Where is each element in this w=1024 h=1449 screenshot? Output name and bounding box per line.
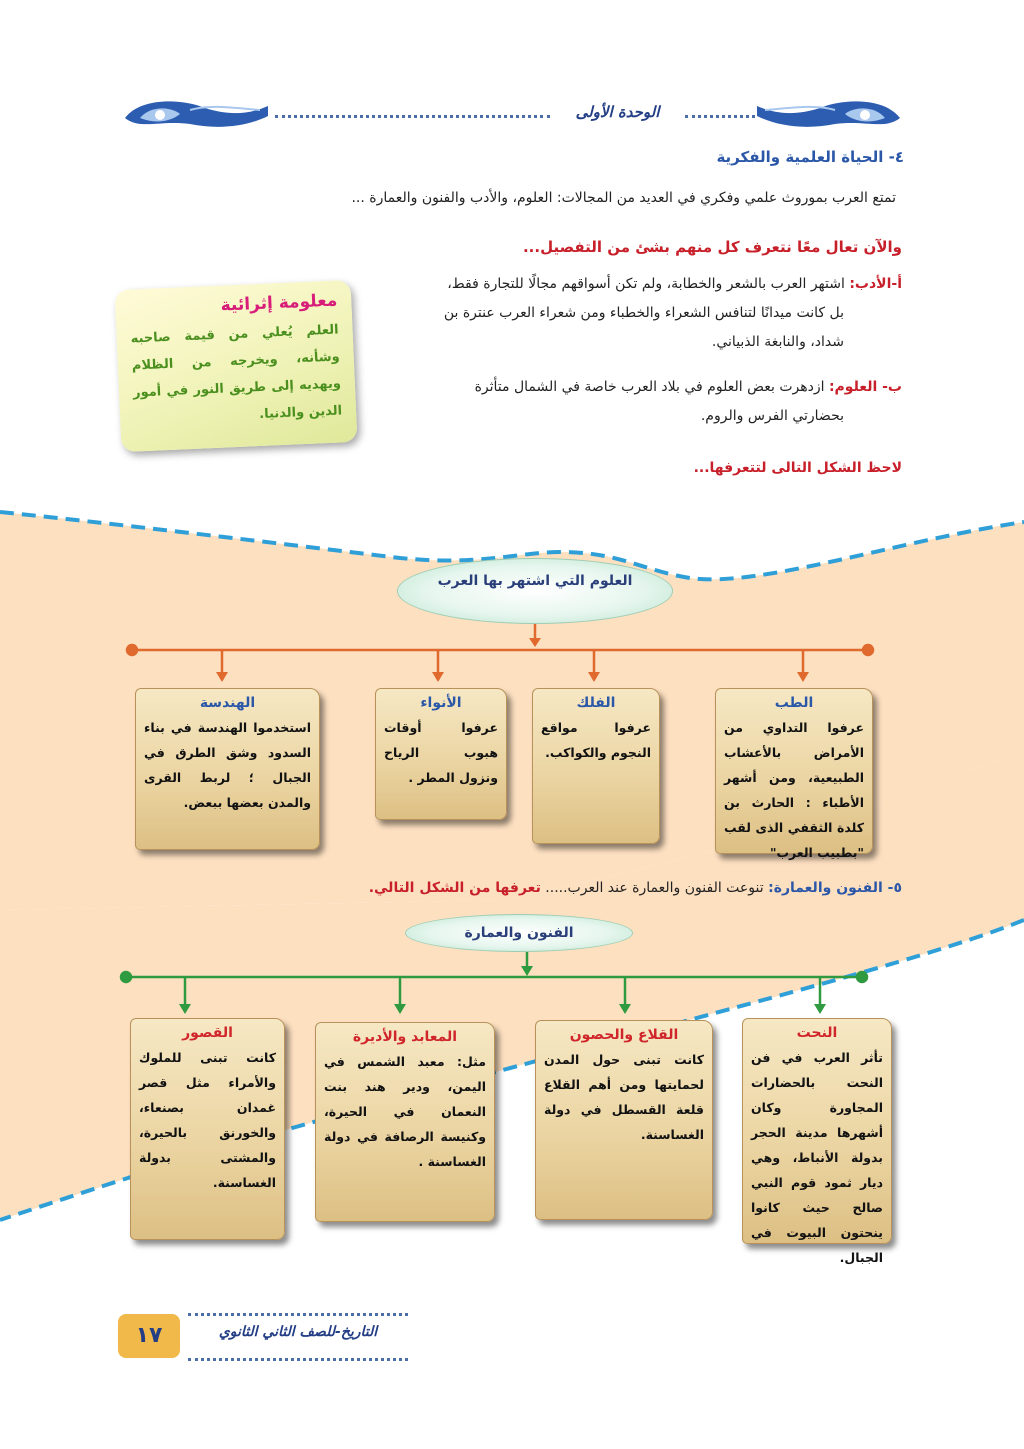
card-medicine-title: الطب	[774, 695, 814, 711]
section-4-intro: تمتع العرب بموروث علمي وفكري في العديد من المجالات: العلوم، والأدب والفنون والعمارة ...	[351, 190, 896, 206]
page-footer	[118, 1308, 428, 1370]
book-title: التاريخ-للصف الثاني الثانوي	[218, 1324, 378, 1340]
card-medicine	[715, 688, 873, 860]
card-engineering-title: الهندسة	[199, 695, 256, 711]
sciences-line-2: بحضارتي الفرس والروم.	[700, 408, 844, 424]
enrichment-title: معلومة إثرائية	[220, 290, 338, 316]
card-temples-title: المعابد والأديرة	[352, 1029, 458, 1045]
header-dotted-line	[275, 115, 550, 118]
card-engineering	[135, 688, 320, 850]
section-5-line	[369, 880, 902, 896]
card-castles-body: كانت تبنى حول المدن لحمايتها ومن أهم القلاع قلعة القسطل في دولة الغساسنة.	[544, 1052, 704, 1142]
sciences-label: ب- العلوم:	[828, 379, 902, 395]
literature-line-2: بل كانت ميدانًا لتنافس الشعراء والخطباء ومن شعراء العرب عنترة بن	[443, 305, 844, 321]
card-weather	[375, 688, 507, 820]
card-astronomy-title: الفلك	[576, 695, 616, 711]
unit-title: الوحدة الأولى	[575, 103, 660, 121]
section-5-text: تنوعت الفنون والعمارة عند العرب.....	[540, 880, 769, 896]
card-temples	[315, 1022, 495, 1222]
card-weather-body: عرفوا أوقات هبوب الرياح ونزول المطر .	[384, 720, 498, 785]
card-palaces	[130, 1018, 285, 1240]
card-castles	[535, 1020, 713, 1220]
sciences-paragraph	[372, 373, 902, 431]
section-4-title: ٤- الحياة العلمية والفكرية	[716, 148, 904, 166]
footer-dotted-line	[188, 1358, 408, 1361]
section-5-label: ٥- الفنون والعمارة:	[768, 880, 902, 896]
footer-dotted-line	[188, 1313, 408, 1316]
sciences-diagram-title: العلوم التي اشتهر بها العرب	[397, 558, 673, 624]
enrichment-box	[115, 280, 358, 452]
card-astronomy-body: عرفوا مواقع النجوم والكواكب.	[541, 720, 651, 760]
literature-line-3: شداد، والنابغة الذبياني.	[711, 334, 844, 350]
card-medicine-body: عرفوا التداوي من الأمراض بالأعشاب الطبيعية، ومن أشهر الأطباء : الحارث بن كلدة الثقفي الذى لقب "بطبيب العرب"	[724, 720, 864, 860]
header-dotted-line	[685, 115, 755, 118]
now-line: والآن تعال معًا نتعرف كل منهم بشئ من التفصيل...	[522, 238, 902, 256]
arts-diagram-title: الفنون والعمارة	[405, 914, 633, 952]
card-temples-body: مثل: معبد الشمس في اليمن، ودير هند بنت النعمان في الحيرة، وكنيسة الرصافة في دولة الغساسنة .	[324, 1054, 486, 1169]
observe-line: لاحظ الشكل التالى لتتعرفها...	[693, 460, 902, 476]
literature-line-1: اشتهر العرب بالشعر والخطابة، ولم تكن أسواقهم مجالًا للتجارة فقط،	[447, 276, 850, 292]
card-palaces-title: القصور	[182, 1025, 233, 1041]
section-5-emphasis: تعرفها من الشكل التالي.	[368, 880, 541, 896]
card-engineering-body: استخدموا الهندسة في بناء السدود وشق الطرق في الجبال ؛ لربط القرى والمدن بعضها ببعض.	[144, 720, 311, 810]
literature-label: أ-الأدب:	[849, 276, 902, 292]
enrichment-body: العلم يُعلي من قيمة صاحبه وشأنه، ويخرجه من الظلام ويهديه إلى طريق النور في أمور الدين والدنيا.	[130, 322, 343, 423]
card-sculpture-body: تأثر العرب في فن النحت بالحضارات المجاورة وكان أشهرها مدينة الحجر بدولة الأنباط، وهي ديار ثمود قوم النبي صالح حيث كانوا ينحتون البيوت في الجبال.	[751, 1050, 883, 1265]
card-weather-title: الأنواء	[420, 695, 462, 711]
card-sculpture-title: النحت	[796, 1025, 838, 1041]
card-castles-title: القلاع والحصون	[569, 1027, 679, 1043]
sciences-line-1: ازدهرت بعض العلوم في بلاد العرب خاصة في الشمال متأثرة	[474, 379, 829, 395]
ornament-right-icon	[755, 96, 905, 136]
card-palaces-body: كانت تبنى للملوك والأمراء مثل قصر غمدان بصنعاء، والخورنق بالحيرة، والمشتى بدولة الغساسنة.	[139, 1050, 276, 1190]
page-number: ١٧	[118, 1314, 180, 1358]
page-header	[120, 96, 905, 136]
ornament-left-icon	[120, 96, 270, 136]
card-astronomy	[532, 688, 660, 844]
literature-paragraph	[372, 270, 902, 357]
card-sculpture	[742, 1018, 892, 1265]
